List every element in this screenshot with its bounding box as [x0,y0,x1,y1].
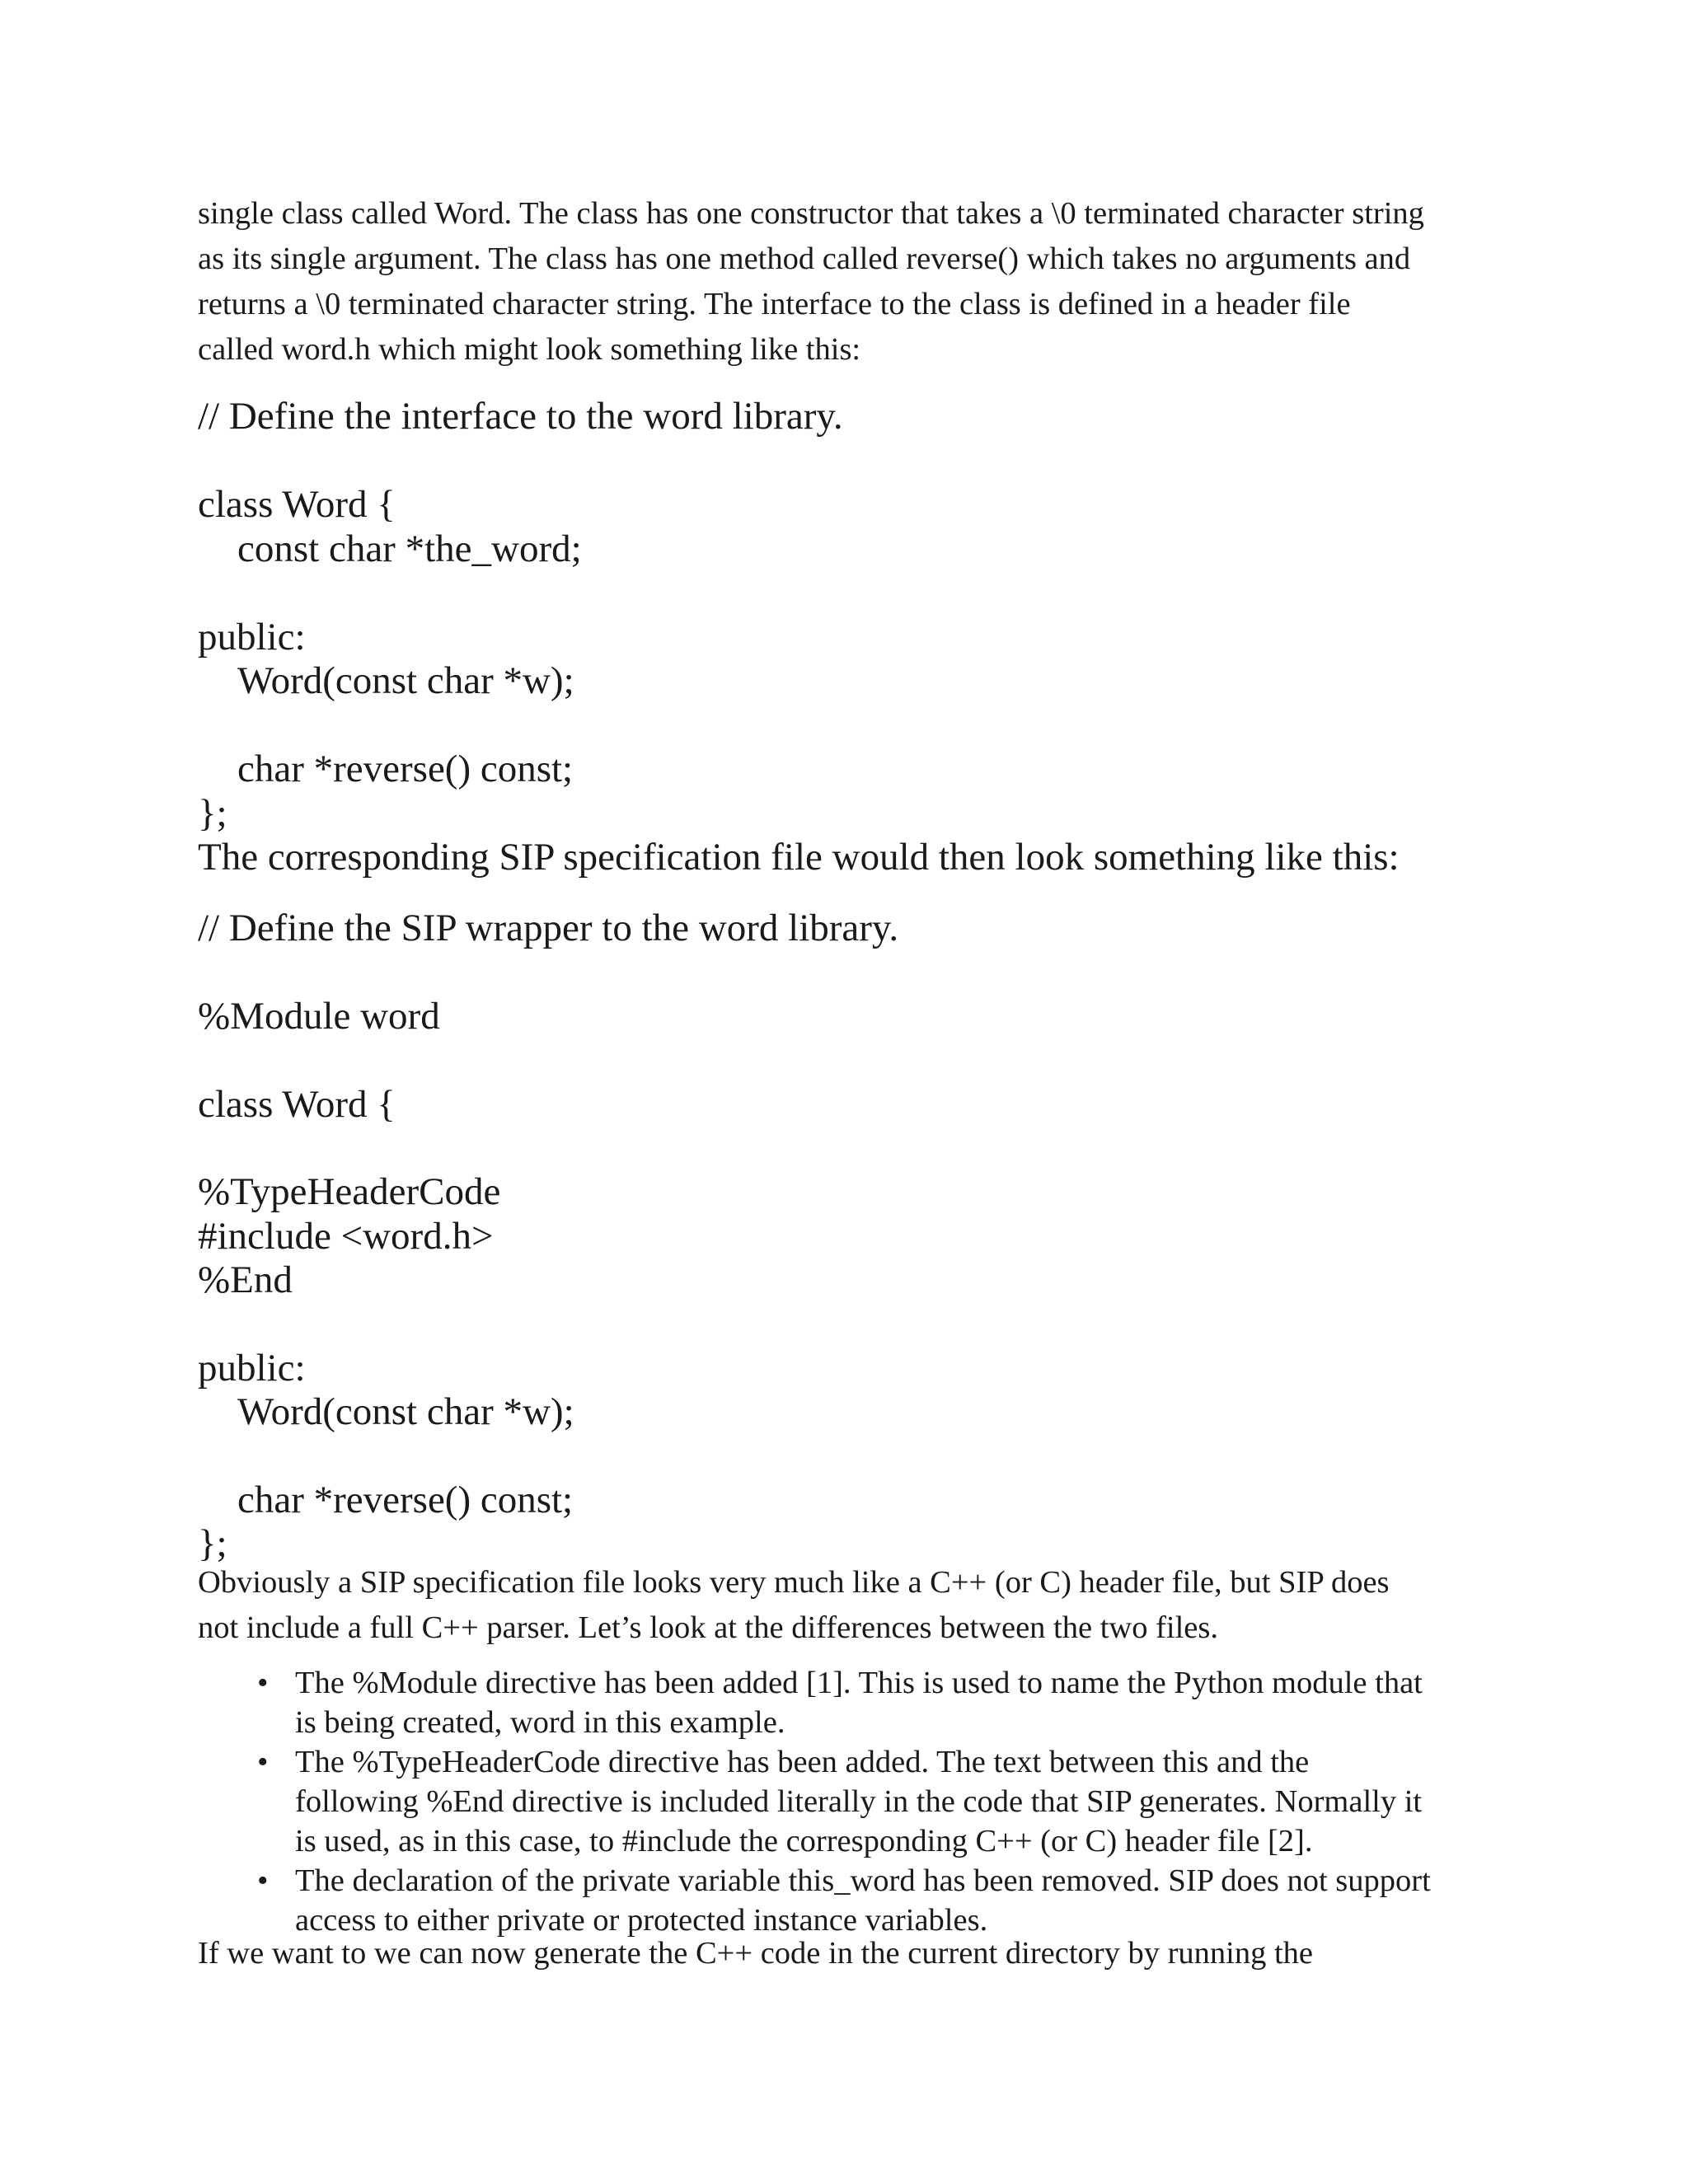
closing-line-text: If we want to we can now generate the C++ code in the current directory by running the [198,1936,1314,1971]
differences-paragraph [198,1560,1500,1651]
code-comment: // Define the SIP wrapper to the word library. [198,907,899,949]
code-public: public: [198,616,306,658]
list-item-line: is used, as in this case, to #include the corresponding C++ (or C) header file [2]. [295,1824,1313,1858]
list-item-line: The %Module directive has been added [1]. This is used to name the Python module that [295,1666,1423,1700]
bullet-icon: • [257,1745,269,1779]
code-end: %End [198,1258,293,1301]
code-public: public: [198,1347,306,1390]
intro-line: single class called Word. The class has one constructor that takes a \0 terminated character string [198,196,1424,231]
code-constructor: Word(const char *w); [237,1390,574,1433]
code-method: char *reverse() const; [237,1479,574,1521]
list-item-line: is being created, word in this example. [295,1705,785,1740]
intro-line: called word.h which might look something like this: [198,332,861,367]
code-class-open: class Word { [198,1083,396,1126]
code-constructor: Word(const char *w); [237,659,574,702]
code-comment: // Define the interface to the word library. [198,395,843,438]
differences-list [198,1663,1517,1940]
code-class-close: }; [198,1522,227,1565]
list-item [198,1663,1517,1742]
differences-line: not include a full C++ parser. Let’s look at the differences between the two files. [198,1610,1218,1645]
bullet-icon: • [257,1863,269,1898]
code-module: %Module word [198,995,440,1038]
list-item-line: The %TypeHeaderCode directive has been added. The text between this and the [295,1745,1310,1779]
intro-paragraph [198,191,1500,373]
list-item [198,1861,1517,1940]
list-item [198,1742,1517,1861]
list-item-line: following %End directive is included literally in the code that SIP generates. Normally it [295,1784,1423,1819]
list-item-line: access to either private or protected instance variables. [295,1903,988,1938]
closing-line [198,1931,1500,1976]
code-method: char *reverse() const; [237,748,574,790]
differences-line: Obviously a SIP specification file looks very much like a C++ (or C) header file, but SIP does [198,1565,1390,1600]
code-class-open: class Word { [198,483,396,526]
intro-line: returns a \0 terminated character string. The interface to the class is defined in a header file [198,287,1351,321]
code-member: const char *the_word; [237,527,582,570]
code-class-close: }; [198,792,227,835]
list-item-line: The declaration of the private variable this_word has been removed. SIP does not support [295,1863,1431,1898]
sip-intro-sentence: The corresponding SIP specification file would then look something like this: [198,836,1400,879]
code-type-header-code: %TypeHeaderCode [198,1170,501,1213]
code-include: #include <word.h> [198,1215,494,1258]
intro-line: as its single argument. The class has one method called reverse() which takes no arguments and [198,241,1411,276]
bullet-icon: • [257,1666,269,1700]
